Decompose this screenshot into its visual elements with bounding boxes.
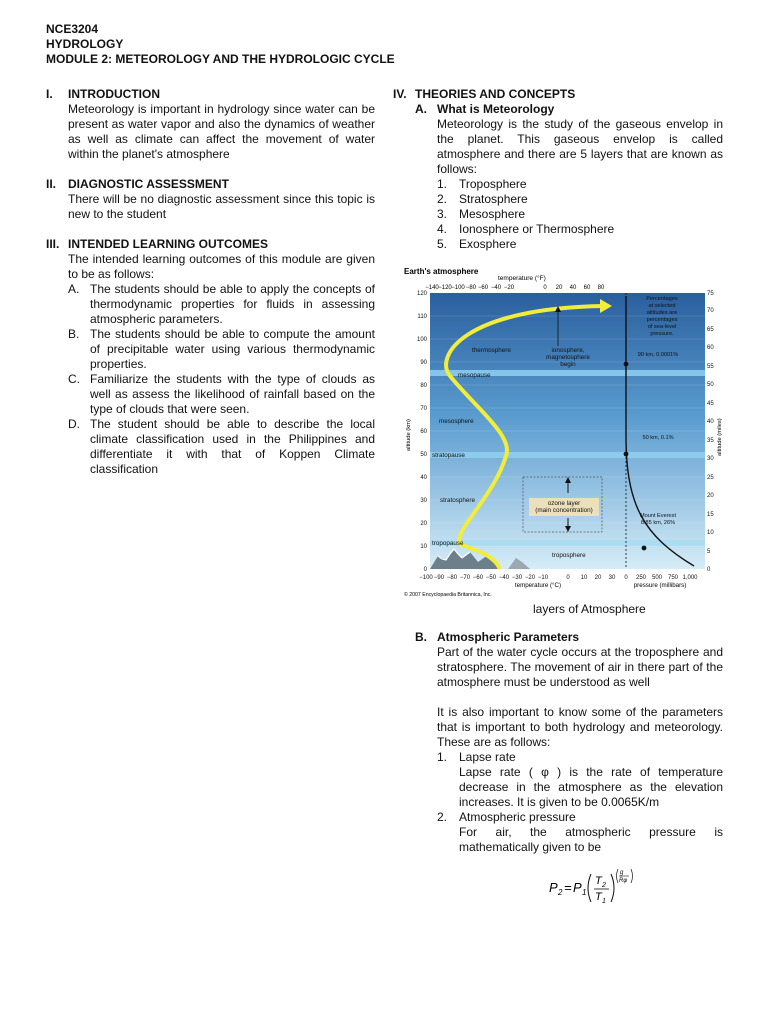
svg-text:=: = bbox=[564, 880, 572, 895]
svg-text:0: 0 bbox=[624, 575, 628, 581]
svg-text:−100: −100 bbox=[451, 285, 465, 291]
svg-text:20: 20 bbox=[707, 493, 714, 499]
svg-text:80: 80 bbox=[597, 285, 605, 291]
svg-text:1,000: 1,000 bbox=[682, 575, 698, 581]
svg-text:2: 2 bbox=[558, 888, 563, 897]
svg-text:(main concentration): (main concentration) bbox=[535, 507, 593, 514]
svg-text:T: T bbox=[595, 875, 602, 887]
svg-text:of sea-level: of sea-level bbox=[647, 324, 677, 330]
svg-text:Mount Everest: Mount Everest bbox=[639, 513, 677, 519]
svg-text:30: 30 bbox=[420, 498, 427, 504]
svg-text:65: 65 bbox=[707, 327, 714, 333]
right-axis-label: altitude (miles) bbox=[717, 418, 723, 456]
figure-title: Earth's atmosphere bbox=[404, 267, 479, 276]
atmosphere-diagram bbox=[404, 266, 724, 602]
svg-text:60: 60 bbox=[583, 285, 591, 291]
svg-text:begin: begin bbox=[560, 361, 576, 368]
svg-text:10: 10 bbox=[580, 575, 588, 581]
figure-caption: layers of Atmosphere bbox=[533, 602, 646, 616]
mesosphere-label: mesosphere bbox=[439, 418, 474, 425]
subsection-parameters-title: B. Atmospheric Parameters bbox=[415, 630, 580, 644]
svg-text:60: 60 bbox=[420, 429, 427, 435]
top-axis-label: temperature (°F) bbox=[498, 275, 546, 282]
tropopause-label: tropopause bbox=[432, 540, 464, 547]
svg-text:−40: −40 bbox=[490, 285, 502, 291]
svg-text:0: 0 bbox=[707, 567, 711, 573]
svg-text:−80: −80 bbox=[446, 575, 458, 581]
section-introduction: I. INTRODUCTION Meteorology is important in hydrology since water can be present as water vapor and also the dynamics of weather as well as climate can affect the movement of water within the planet's atmosphere bbox=[46, 87, 375, 161]
svg-text:at selected: at selected bbox=[648, 303, 676, 309]
svg-text:70: 70 bbox=[707, 308, 714, 314]
outcome-item: D. The student should be able to describe the local climate classification used in the Philippines and differentiate it with that of Koppen Climate classification bbox=[68, 417, 375, 476]
outcome-item: A. The students should be able to apply the concepts of thermodynamic properties for fluids in assessing atmospheric parameters. bbox=[68, 282, 375, 326]
subsection-meteorology-title: A. What is Meteorology bbox=[415, 102, 555, 116]
svg-text:5: 5 bbox=[707, 549, 711, 555]
svg-text:90 km, 0.0001%: 90 km, 0.0001% bbox=[637, 352, 679, 358]
section-title: INTENDED LEARNING OUTCOMES bbox=[68, 237, 269, 251]
outcome-item: C. Familiarize the students with the type of clouds as well as assess the likelihood of rainfall based on the type of clouds that were seen. bbox=[68, 372, 375, 416]
section-diagnostic: II. DIAGNOSTIC ASSESSMENT There will be no diagnostic assessment since this topic is new to the student bbox=[46, 177, 375, 221]
right-column-top: IV. THEORIES AND CONCEPTS A. What is Meteorology Meteorology is the study of the gaseous envelop in the planet. This gaseous envelop is called atmosphere and there are 5 layers that are known as follows: 1. Troposphere 2. Stratosphere 3. Mesosphere 4. Ionosphere or Thermosphere 5. Exosphere bbox=[393, 87, 723, 251]
svg-text:−30: −30 bbox=[511, 575, 523, 581]
svg-text:15: 15 bbox=[707, 512, 714, 518]
svg-text:250: 250 bbox=[635, 575, 647, 581]
svg-text:110: 110 bbox=[417, 314, 427, 320]
svg-text:70: 70 bbox=[420, 406, 427, 412]
layer-item: 3. Mesosphere bbox=[437, 207, 526, 221]
stratosphere-label: stratosphere bbox=[440, 497, 476, 504]
layer-item: 2. Stratosphere bbox=[437, 192, 528, 206]
svg-text:ionosphere,: ionosphere, bbox=[551, 347, 585, 354]
svg-text:0: 0 bbox=[566, 575, 570, 581]
stratopause-label: stratopause bbox=[432, 452, 465, 459]
svg-text:Rφ: Rφ bbox=[619, 878, 628, 884]
svg-text:25: 25 bbox=[707, 475, 714, 481]
svg-text:0: 0 bbox=[423, 567, 427, 573]
svg-text:−20: −20 bbox=[524, 575, 536, 581]
parameter-item: 2. Atmospheric pressure bbox=[437, 810, 576, 824]
course-code: NCE3204 bbox=[46, 22, 99, 36]
svg-text:Percentages: Percentages bbox=[646, 296, 678, 302]
svg-text:−80: −80 bbox=[465, 285, 477, 291]
subject-title: HYDROLOGY bbox=[46, 37, 124, 51]
section-title: THEORIES AND CONCEPTS bbox=[415, 87, 576, 101]
svg-text:750: 750 bbox=[667, 575, 679, 581]
svg-text:percentages: percentages bbox=[646, 317, 678, 323]
svg-text:pressure (millibars): pressure (millibars) bbox=[633, 582, 687, 589]
parameter-desc: Lapse rate ( φ ) is the rate of temperature decrease in the atmosphere as the elevation increases. It is given to be 0.0065K/m bbox=[459, 765, 723, 809]
parameters-list-intro: It is also important to know some of the parameters that is important to both hydrology and meteorology. These are as follows: bbox=[437, 705, 723, 749]
svg-text:P: P bbox=[549, 880, 558, 895]
svg-text:40: 40 bbox=[420, 475, 427, 481]
svg-text:80: 80 bbox=[420, 383, 427, 389]
svg-text:8.85 km, 26%: 8.85 km, 26% bbox=[640, 520, 676, 526]
svg-text:50 km, 0.1%: 50 km, 0.1% bbox=[642, 435, 674, 441]
svg-text:2: 2 bbox=[602, 882, 606, 889]
left-column bbox=[46, 87, 375, 477]
copyright: © 2007 Encyclopaedia Britannica, Inc. bbox=[404, 592, 492, 598]
left-axis-label: altitude (km) bbox=[406, 419, 412, 451]
svg-text:−100: −100 bbox=[419, 575, 433, 581]
svg-text:−20: −20 bbox=[503, 285, 515, 291]
layer-item: 4. Ionosphere or Thermosphere bbox=[437, 222, 615, 236]
svg-text:75: 75 bbox=[707, 291, 714, 297]
svg-text:45: 45 bbox=[707, 401, 714, 407]
pressure-formula bbox=[549, 866, 649, 913]
svg-text:1: 1 bbox=[582, 888, 587, 897]
svg-text:magnetosphere: magnetosphere bbox=[546, 354, 590, 361]
svg-text:90: 90 bbox=[420, 360, 427, 366]
svg-text:55: 55 bbox=[707, 364, 714, 370]
svg-text:0: 0 bbox=[543, 285, 547, 291]
svg-text:10: 10 bbox=[420, 544, 427, 550]
svg-text:−70: −70 bbox=[459, 575, 471, 581]
thermosphere-label: thermosphere bbox=[472, 347, 511, 354]
section-learning-outcomes: III. INTENDED LEARNING OUTCOMES The intended learning outcomes of this module are given to be as follows: A. The students should be able to apply the concepts of thermodynamic properties for fluids in assessing atmospheric parameters. B. The students should be able to compute the amount of precipitable water using various thermodynamic properties. C. Familiarize the students with the type of clouds as well as assess the likelihood of rainfall based on the type of clouds that were seen. D. The student should be able to describe the local climate classification used in the Philippines and differentiate it with that of Koppen Climate classification bbox=[46, 237, 375, 476]
parameter-desc: For air, the atmospheric pressure is mathematically given to be bbox=[459, 825, 723, 854]
module-title: MODULE 2: METEOROLOGY AND THE HYDROLOGIC CYCLE bbox=[46, 52, 395, 66]
section-body: There will be no diagnostic assessment since this topic is new to the student bbox=[68, 192, 375, 221]
svg-text:pressure.: pressure. bbox=[650, 331, 674, 337]
svg-text:−40: −40 bbox=[498, 575, 510, 581]
svg-text:50: 50 bbox=[707, 382, 714, 388]
svg-text:−60: −60 bbox=[472, 575, 484, 581]
svg-text:g: g bbox=[620, 870, 624, 876]
parameters-intro: Part of the water cycle occurs at the troposphere and stratosphere. The movement of air in there part of the atmosphere must be understood as well bbox=[437, 645, 723, 689]
svg-text:30: 30 bbox=[707, 456, 714, 462]
svg-text:100: 100 bbox=[416, 337, 427, 343]
svg-text:−10: −10 bbox=[537, 575, 549, 581]
top-axis-ticks bbox=[425, 285, 605, 291]
mesopause-label: mesopause bbox=[458, 372, 491, 379]
svg-text:50: 50 bbox=[420, 452, 427, 458]
layer-item: 5. Exosphere bbox=[437, 237, 517, 251]
svg-text:30: 30 bbox=[608, 575, 616, 581]
right-column-bottom bbox=[415, 630, 723, 855]
svg-text:temperature (°C): temperature (°C) bbox=[514, 582, 562, 589]
svg-text:500: 500 bbox=[651, 575, 663, 581]
stratopause-band bbox=[430, 452, 705, 458]
outcome-item: B. The students should be able to compute the amount of precipitable water using various thermodynamic properties. bbox=[68, 327, 375, 371]
svg-text:P: P bbox=[573, 880, 582, 895]
troposphere-label: troposphere bbox=[552, 552, 586, 559]
svg-text:20: 20 bbox=[594, 575, 602, 581]
svg-text:40: 40 bbox=[707, 419, 714, 425]
section-title: INTRODUCTION bbox=[68, 87, 160, 101]
svg-text:120: 120 bbox=[416, 291, 427, 297]
svg-text:T: T bbox=[595, 891, 602, 903]
section-title: DIAGNOSTIC ASSESSMENT bbox=[68, 177, 229, 191]
svg-text:−140: −140 bbox=[425, 285, 439, 291]
svg-text:−120: −120 bbox=[438, 285, 452, 291]
svg-text:20: 20 bbox=[420, 521, 427, 527]
svg-text:10: 10 bbox=[707, 530, 714, 536]
svg-text:ozone layer: ozone layer bbox=[547, 500, 581, 507]
svg-text:altitudes are: altitudes are bbox=[646, 310, 678, 316]
layer-item: 1. Troposphere bbox=[437, 177, 527, 191]
section-body: Meteorology is important in hydrology since water can be present as water vapor and also the dynamics of weather as well as climate can affect the movement of water within the planet's atmosphere bbox=[68, 102, 375, 161]
document-header bbox=[46, 22, 395, 67]
svg-text:−50: −50 bbox=[485, 575, 497, 581]
svg-text:60: 60 bbox=[707, 345, 714, 351]
svg-text:−90: −90 bbox=[433, 575, 445, 581]
section-body: The intended learning outcomes of this module are given to be as follows: bbox=[68, 252, 375, 281]
svg-text:−60: −60 bbox=[477, 285, 489, 291]
svg-text:20: 20 bbox=[555, 285, 563, 291]
svg-text:40: 40 bbox=[569, 285, 577, 291]
parameter-item: 1. Lapse rate bbox=[437, 750, 516, 764]
svg-text:1: 1 bbox=[602, 898, 606, 905]
svg-text:35: 35 bbox=[707, 438, 714, 444]
meteorology-body: Meteorology is the study of the gaseous envelop in the planet. This gaseous envelop is called atmosphere and there are 5 layers that are known as follows: bbox=[437, 117, 723, 176]
